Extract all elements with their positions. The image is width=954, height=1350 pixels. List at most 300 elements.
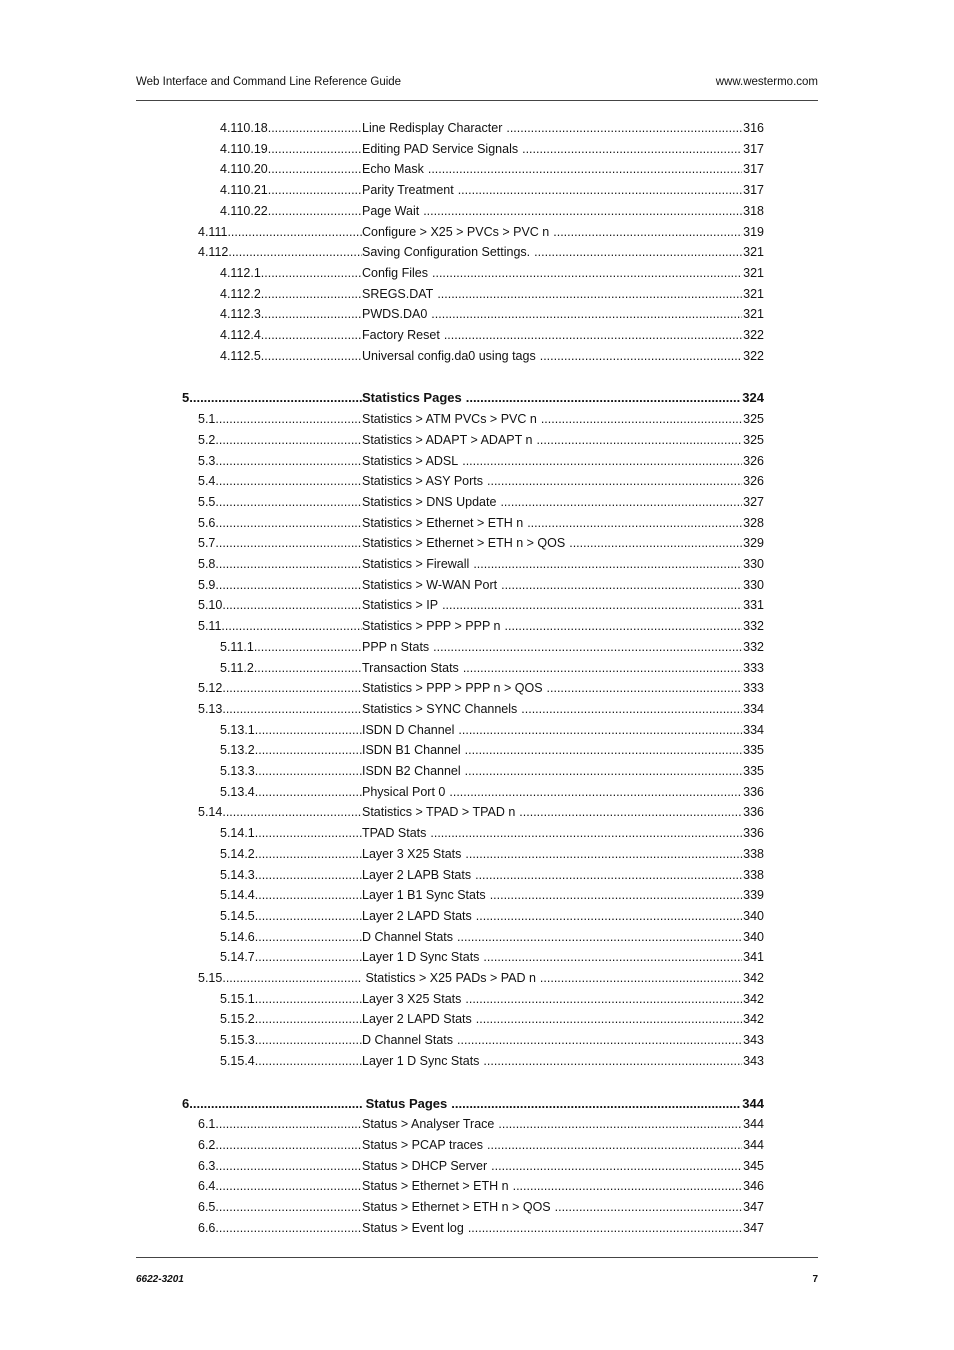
dot-leader: [476, 1012, 764, 1026]
toc-entry-number-text: 5.15.2: [220, 1012, 255, 1027]
toc-entry-number-text: 5.5: [198, 494, 216, 509]
toc-entry[interactable]: [0, 304, 954, 325]
dot-leader: [541, 412, 764, 426]
toc-entry[interactable]: [0, 989, 954, 1010]
toc-entry-title: PWDS.DA0: [362, 307, 428, 322]
toc-entry-page: 332: [742, 616, 764, 637]
dot-leader: [501, 578, 764, 592]
dot-leader: [228, 242, 362, 263]
dot-leader: [423, 204, 764, 218]
toc-entry[interactable]: [0, 720, 954, 741]
toc-entry-page: 321: [742, 304, 764, 325]
toc-entry-title-wrapper: [362, 968, 764, 989]
toc-entry-number: [198, 616, 362, 637]
toc-entry-number-text: 5.10: [198, 598, 223, 613]
toc-entry-number-text: 5.15.4: [220, 1053, 255, 1068]
toc-entry-title-wrapper: [362, 304, 764, 325]
toc-entry-title-wrapper: [362, 492, 764, 513]
toc-entry-page: 345: [742, 1156, 764, 1177]
toc-entry-number: [220, 761, 362, 782]
toc-entry-number-text: 5.14.3: [220, 867, 255, 882]
toc-entry-title: Config Files: [362, 265, 428, 280]
toc-entry-title-wrapper: [362, 513, 764, 534]
dot-leader: [500, 495, 764, 509]
toc-entry[interactable]: [0, 159, 954, 180]
toc-chapter-entry[interactable]: [0, 1094, 954, 1115]
dot-leader: [268, 118, 362, 139]
dot-leader: [555, 1200, 764, 1214]
toc-entry-number-text: 4.110.20: [220, 162, 268, 177]
dot-leader: [513, 1179, 764, 1193]
dot-leader: [465, 743, 764, 757]
toc-entry-number-text: 5.1: [198, 412, 216, 427]
toc-entry-number: [220, 263, 362, 284]
dot-leader: [222, 968, 362, 989]
toc-entry-number: [182, 1094, 362, 1115]
toc-entry-title: Universal config.da0 using tags: [362, 348, 536, 363]
toc-entry-title-wrapper: [362, 658, 764, 679]
toc-entry[interactable]: [0, 1176, 954, 1197]
toc-entry-title-wrapper: [362, 242, 764, 263]
toc-entry-number: [220, 201, 362, 222]
dot-leader: [491, 1159, 764, 1173]
toc-entry-number: [198, 1197, 362, 1218]
toc-entry-page: 324: [741, 388, 764, 409]
toc-entry-page: 318: [742, 201, 764, 222]
toc-entry-number: [220, 325, 362, 346]
toc-entry-title: PPP n Stats: [362, 639, 430, 654]
toc-entry-number: [198, 968, 362, 989]
toc-entry-title: Layer 1 B1 Sync Stats: [362, 888, 486, 903]
toc-entry-number-text: 6: [182, 1095, 190, 1111]
toc-entry-page: 335: [742, 740, 764, 761]
toc-entry-page: 341: [742, 947, 764, 968]
toc-entry-title-wrapper: [362, 118, 764, 139]
dot-leader: [215, 575, 362, 596]
toc-entry-number: [198, 595, 362, 616]
toc-entry-title-wrapper: [362, 1051, 764, 1072]
toc-entry-title-wrapper: [362, 1176, 764, 1197]
toc-entry-number-text: 4.110.21: [220, 183, 268, 198]
dot-leader: [465, 847, 764, 861]
dot-leader: [428, 162, 764, 176]
toc-entry-number: [198, 1135, 362, 1156]
toc-entry-title-wrapper: [362, 699, 764, 720]
dot-leader: [430, 826, 764, 840]
toc-entry-title: Layer 2 LAPD Stats: [362, 908, 472, 923]
toc-entry-title: Layer 2 LAPB Stats: [362, 867, 472, 882]
toc-entry-title-wrapper: [362, 554, 764, 575]
toc-entry-number-text: 5.11.2: [220, 660, 254, 675]
toc-entry-number-text: 5.9: [198, 577, 216, 592]
toc-entry-title-wrapper: [362, 1030, 764, 1051]
toc-entry[interactable]: [0, 968, 954, 989]
toc-entry-number: [198, 802, 362, 823]
dot-leader: [457, 1033, 764, 1047]
toc-entry[interactable]: [0, 699, 954, 720]
toc-entry[interactable]: [0, 740, 954, 761]
toc-entry-page: 336: [742, 823, 764, 844]
toc-entry-number: [198, 1218, 362, 1239]
dot-leader: [227, 222, 362, 243]
dot-leader: [527, 516, 764, 530]
dot-leader: [540, 971, 764, 985]
toc-entry-title-wrapper: [362, 575, 764, 596]
dot-leader: [465, 764, 764, 778]
toc-entry-title-wrapper: [362, 222, 764, 243]
toc-entry-number: [198, 1176, 362, 1197]
toc-entry-number-text: 5.14: [198, 805, 223, 820]
dot-leader: [255, 782, 362, 803]
toc-entry[interactable]: [0, 1030, 954, 1051]
dot-leader: [222, 678, 362, 699]
toc-entry-number: [198, 242, 362, 263]
toc-entry-page: 334: [742, 699, 764, 720]
toc-entry-number-text: 5.15.1: [220, 991, 255, 1006]
toc-entry-number: [220, 1009, 362, 1030]
toc-entry[interactable]: [0, 575, 954, 596]
toc-entry-page: 321: [742, 263, 764, 284]
document-number: 6622-3201: [136, 1274, 184, 1285]
toc-entry-title: Layer 1 D Sync Stats: [362, 1053, 480, 1068]
toc-entry-title-wrapper: [362, 802, 764, 823]
document-title: Web Interface and Command Line Reference Guide: [136, 76, 402, 88]
toc-entry-page: 338: [742, 844, 764, 865]
toc-entry-title: Editing PAD Service Signals: [362, 141, 519, 156]
toc-entry-title: Statistics Pages: [362, 390, 462, 406]
toc-entry-number: [220, 740, 362, 761]
toc-entry-title: Statistics > IP: [362, 598, 439, 613]
toc-chapter-entry[interactable]: [0, 388, 954, 409]
toc-entry-number-text: 5.11: [198, 619, 222, 634]
dot-leader: [468, 1221, 764, 1235]
toc-entry-title: ISDN D Channel: [362, 722, 455, 737]
toc-entry-title-wrapper: [362, 844, 764, 865]
toc-entry[interactable]: [0, 1051, 954, 1072]
toc-entry[interactable]: [0, 1114, 954, 1135]
toc-entry[interactable]: [0, 678, 954, 699]
toc-entry[interactable]: [0, 118, 954, 139]
toc-entry-number-text: 4.110.22: [220, 203, 268, 218]
toc-entry-number: [220, 844, 362, 865]
dot-leader: [215, 1135, 362, 1156]
toc-entry-title-wrapper: [362, 1094, 764, 1115]
toc-entry-title-wrapper: [362, 409, 764, 430]
toc-entry-number-text: 5.14.7: [220, 950, 255, 965]
dot-leader: [458, 723, 764, 737]
dot-leader: [521, 702, 764, 716]
toc-entry-number-text: 5.4: [198, 474, 216, 489]
dot-leader: [268, 180, 362, 201]
toc-entry[interactable]: [0, 865, 954, 886]
toc-entry-number: [220, 118, 362, 139]
toc-entry-number-text: 5.6: [198, 515, 216, 530]
toc-entry-title: D Channel Stats: [362, 1033, 454, 1048]
toc-entry-title-wrapper: [362, 1114, 764, 1135]
dot-leader: [506, 121, 764, 135]
dot-leader: [255, 823, 362, 844]
dot-leader: [254, 637, 362, 658]
dot-leader: [569, 536, 764, 550]
toc-entry-number: [198, 471, 362, 492]
toc-entry-number-text: 5.3: [198, 453, 216, 468]
toc-entry-title: Statistics > PPP > PPP n > QOS: [362, 681, 543, 696]
toc-entry-page: 334: [742, 720, 764, 741]
toc-entry[interactable]: [0, 637, 954, 658]
toc-entry[interactable]: [0, 325, 954, 346]
toc-entry-page: 346: [742, 1176, 764, 1197]
toc-entry-number-text: 4.112.1: [220, 265, 261, 280]
toc-entry-number-text: 6.1: [198, 1117, 216, 1132]
dot-leader: [255, 989, 362, 1010]
dot-leader: [466, 390, 764, 405]
dot-leader: [215, 451, 362, 472]
dot-leader: [255, 865, 362, 886]
toc-entry[interactable]: [0, 409, 954, 430]
toc-entry-number-text: 5.8: [198, 557, 216, 571]
toc-entry-title: Statistics > X25 PADs > PAD n: [362, 971, 536, 985]
toc-entry-title: Echo Mask: [362, 162, 424, 177]
toc-entry-number: [220, 865, 362, 886]
dot-leader: [215, 409, 362, 430]
toc-entry-number-text: 6.6: [198, 1220, 216, 1235]
toc-entry-title: Statistics > DNS Update: [362, 494, 497, 509]
toc-entry[interactable]: [0, 533, 954, 554]
toc-entry-title: Status > Ethernet > ETH n > QOS: [362, 1200, 551, 1214]
toc-entry[interactable]: [0, 513, 954, 534]
toc-entry[interactable]: [0, 201, 954, 222]
toc-entry-number: [220, 159, 362, 180]
toc-entry-title-wrapper: [362, 284, 764, 305]
toc-entry-title: Status Pages: [362, 1095, 448, 1111]
toc-entry-page: 321: [742, 242, 764, 263]
website-link[interactable]: www.westermo.com: [715, 76, 818, 88]
toc-entry-number: [220, 823, 362, 844]
dot-leader: [215, 533, 362, 554]
toc-entry-title: ISDN B2 Channel: [362, 764, 461, 778]
toc-entry-title-wrapper: [362, 159, 764, 180]
toc-entry-number: [198, 451, 362, 472]
toc-entry-number-text: 4.110.18: [220, 121, 268, 135]
toc-entry[interactable]: [0, 1197, 954, 1218]
toc-entry[interactable]: [0, 802, 954, 823]
toc-entry-number: [220, 1051, 362, 1072]
dot-leader: [215, 1218, 362, 1239]
toc-entry-title: Status > DHCP Server: [362, 1158, 488, 1173]
toc-entry-title: Statistics > ADAPT > ADAPT n: [362, 432, 533, 447]
toc-entry[interactable]: [0, 616, 954, 637]
dot-leader: [473, 557, 764, 571]
toc-entry-page: 347: [742, 1218, 764, 1239]
toc-entry-number: [220, 989, 362, 1010]
toc-entry-number-text: 5.14.6: [220, 929, 255, 944]
page-footer: [136, 1257, 818, 1285]
toc-entry[interactable]: [0, 1135, 954, 1156]
toc-entry-number-text: 5.12: [198, 681, 223, 696]
dot-leader: [457, 930, 764, 944]
toc-entry-page: 325: [742, 430, 764, 451]
toc-entry-title-wrapper: [362, 1135, 764, 1156]
toc-entry[interactable]: [0, 471, 954, 492]
toc-entry[interactable]: [0, 430, 954, 451]
toc-entry-page: 338: [742, 865, 764, 886]
toc-entry[interactable]: [0, 1156, 954, 1177]
dot-leader: [505, 619, 764, 633]
toc-entry[interactable]: [0, 1218, 954, 1239]
toc-entry-number-text: 4.112.3: [220, 307, 261, 322]
toc-entry-title: Statistics > Ethernet > ETH n: [362, 515, 524, 530]
toc-entry-title-wrapper: [362, 201, 764, 222]
dot-leader: [522, 142, 764, 156]
toc-entry-number-text: 4.112.4: [220, 328, 261, 342]
toc-entry-title-wrapper: [362, 885, 764, 906]
toc-entry-page: 319: [742, 222, 764, 243]
toc-entry-page: 333: [742, 678, 764, 699]
toc-entry-number-text: 5.14.1: [220, 826, 255, 841]
toc-entry-number: [198, 554, 362, 575]
toc-entry-title: Statistics > SYNC Channels: [362, 701, 518, 716]
toc-entry-number: [220, 637, 362, 658]
dot-leader: [261, 263, 362, 284]
toc-entry-title: Line Redisplay Character: [362, 121, 503, 135]
toc-entry-title-wrapper: [362, 865, 764, 886]
toc-entry-page: 321: [742, 284, 764, 305]
toc-entry-number-text: 5.13: [198, 701, 223, 716]
dot-leader: [540, 349, 764, 363]
toc-entry-page: 339: [742, 885, 764, 906]
toc-entry-number: [198, 699, 362, 720]
toc-entry-number-text: 5.11.1: [220, 639, 254, 654]
toc-entry-number: [198, 222, 362, 243]
toc-entry-title: Statistics > Firewall: [362, 557, 470, 571]
toc-entry-page: 317: [742, 180, 764, 201]
toc-entry-page: 343: [742, 1051, 764, 1072]
toc-entry[interactable]: [0, 139, 954, 160]
toc-entry-number-text: 5.13.3: [220, 764, 255, 778]
toc-entry[interactable]: [0, 782, 954, 803]
dot-leader: [483, 1054, 764, 1068]
toc-entry[interactable]: [0, 906, 954, 927]
toc-entry-title-wrapper: [362, 761, 764, 782]
dot-leader: [255, 844, 362, 865]
toc-entry[interactable]: [0, 492, 954, 513]
toc-entry[interactable]: [0, 554, 954, 575]
toc-entry-number: [198, 678, 362, 699]
toc-entry-title: ISDN B1 Channel: [362, 743, 461, 758]
toc-entry-title-wrapper: [362, 1197, 764, 1218]
toc-entry[interactable]: [0, 927, 954, 948]
toc-entry-title: Statistics > PPP > PPP n: [362, 619, 501, 634]
toc-entry-title: TPAD Stats: [362, 826, 427, 841]
toc-entry-title: Status > Event log: [362, 1220, 464, 1235]
dot-leader: [215, 1197, 362, 1218]
toc-entry-page: 317: [742, 159, 764, 180]
dot-leader: [490, 888, 764, 902]
dot-leader: [215, 513, 362, 534]
toc-entry[interactable]: [0, 658, 954, 679]
toc-entry-title-wrapper: [362, 180, 764, 201]
dot-leader: [498, 1117, 764, 1131]
toc-entry[interactable]: [0, 823, 954, 844]
toc-entry[interactable]: [0, 284, 954, 305]
toc-entry-title: Page Wait: [362, 203, 420, 218]
toc-entry-title: Status > Ethernet > ETH n: [362, 1179, 509, 1194]
toc-entry[interactable]: [0, 222, 954, 243]
toc-entry-number: [198, 513, 362, 534]
toc-entry-page: 329: [742, 533, 764, 554]
toc-entry-number-text: 6.5: [198, 1200, 216, 1214]
toc-entry-number: [220, 284, 362, 305]
toc-entry-page: 326: [742, 451, 764, 472]
toc-entry[interactable]: [0, 242, 954, 263]
toc-entry[interactable]: [0, 595, 954, 616]
toc-entry-title: Layer 3 X25 Stats: [362, 991, 462, 1006]
toc-entry[interactable]: [0, 844, 954, 865]
toc-entry-page: 331: [742, 595, 764, 616]
toc-entry-title: Transaction Stats: [362, 660, 459, 675]
toc-entry-title: Configure > X25 > PVCs > PVC n: [362, 224, 550, 239]
dot-leader: [487, 1138, 764, 1152]
toc-entry-page: 328: [742, 513, 764, 534]
toc-entry[interactable]: [0, 263, 954, 284]
toc-entry-title: Layer 1 D Sync Stats: [362, 950, 480, 965]
dot-leader: [431, 307, 764, 321]
dot-leader: [254, 658, 362, 679]
toc-entry-page: 344: [742, 1114, 764, 1135]
dot-leader: [215, 471, 362, 492]
toc-entry[interactable]: [0, 451, 954, 472]
toc-entry[interactable]: [0, 947, 954, 968]
toc-entry[interactable]: [0, 1009, 954, 1030]
dot-leader: [255, 720, 362, 741]
dot-leader: [487, 474, 764, 488]
toc-entry-title: Statistics > ATM PVCs > PVC n: [362, 412, 537, 427]
toc-entry[interactable]: [0, 346, 954, 367]
dot-leader: [255, 740, 362, 761]
toc-entry-number-text: 5.15: [198, 971, 223, 985]
page-header: [136, 76, 818, 101]
toc-entry-number-text: 4.112: [198, 245, 229, 260]
toc-entry-title-wrapper: [362, 1009, 764, 1030]
toc-entry[interactable]: [0, 761, 954, 782]
toc-entry-page: 326: [742, 471, 764, 492]
toc-entry[interactable]: [0, 180, 954, 201]
toc-entry-title-wrapper: [362, 388, 764, 409]
toc-entry-title-wrapper: [362, 637, 764, 658]
toc-entry-number: [220, 658, 362, 679]
toc-entry-title: Parity Treatment: [362, 183, 454, 198]
toc-entry-title-wrapper: [362, 947, 764, 968]
toc-entry-number: [220, 346, 362, 367]
toc-entry-number-text: 5.7: [198, 536, 216, 551]
dot-leader: [462, 454, 764, 468]
toc-entry[interactable]: [0, 885, 954, 906]
dot-leader: [221, 616, 362, 637]
toc-entry-title-wrapper: [362, 325, 764, 346]
dot-leader: [261, 284, 362, 305]
toc-entry-number-text: 5.13.4: [220, 784, 255, 799]
toc-entry-number-text: 6.4: [198, 1179, 216, 1194]
dot-leader: [463, 661, 764, 675]
page-number: 7: [812, 1274, 818, 1285]
dot-leader: [215, 554, 362, 575]
toc-entry-title-wrapper: [362, 451, 764, 472]
dot-leader: [475, 868, 764, 882]
toc-entry-page: 344: [742, 1135, 764, 1156]
dot-leader: [261, 325, 362, 346]
toc-entry-title-wrapper: [362, 616, 764, 637]
toc-entry-page: 327: [742, 492, 764, 513]
